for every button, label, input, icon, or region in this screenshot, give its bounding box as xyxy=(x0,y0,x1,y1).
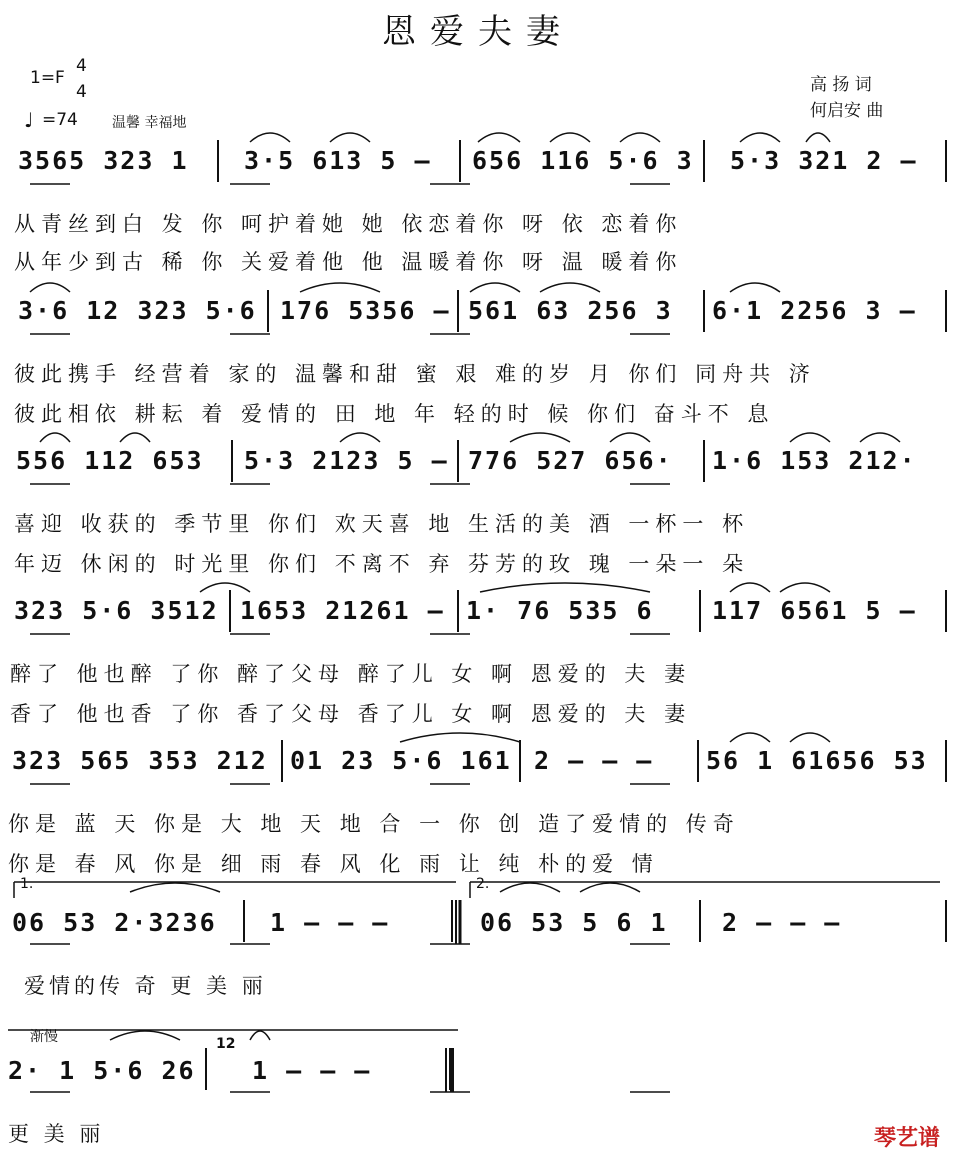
system2-lyric1: 彼此携手 经营着 家的 温馨和甜 蜜 艰 难的岁 月 你们 同舟共 济 xyxy=(14,362,816,386)
tie-arc xyxy=(300,283,380,292)
tie-arc xyxy=(730,283,780,292)
tie-arc xyxy=(130,883,220,892)
system5-measure2: 01 23 5·6 161 xyxy=(290,746,512,775)
system7-measure2: 1 – – – xyxy=(252,1056,372,1085)
system2-measure1: 3·6 12 323 5·6 xyxy=(18,296,257,325)
system3-measure3: 776 527 656· xyxy=(468,446,673,475)
tie-arc xyxy=(40,433,70,442)
system3-measure4: 1·6 153 212· xyxy=(712,446,917,475)
system3-lyric1: 喜迎 收获的 季节里 你们 欢天喜 地 生活的美 酒 一杯一 杯 xyxy=(14,512,750,536)
system3-measure1: 556 112 653 xyxy=(16,446,204,475)
system4-measure3: 1· 76 535 6 xyxy=(466,596,654,625)
system2-measure2: 176 5356 – xyxy=(280,296,451,325)
tie-arc xyxy=(790,733,830,742)
tie-arc xyxy=(30,283,70,292)
time-signature-bottom: 4 xyxy=(76,82,87,102)
system2-measure3: 561 63 256 3 xyxy=(468,296,673,325)
tie-arc xyxy=(610,433,650,442)
system3-measure2: 5·3 2123 5 – xyxy=(244,446,449,475)
tie-arc xyxy=(500,883,560,892)
system6-measure2: 1 – – – xyxy=(270,908,390,937)
system1-measure3: 656 116 5·6 3 xyxy=(472,146,694,175)
tie-arc xyxy=(250,133,290,142)
volta-2-label: 2. xyxy=(476,876,490,892)
tie-arc xyxy=(478,133,520,142)
system5-lyric1: 你是 蓝 天 你是 大 地 天 地 合 一 你 创 造了爱情的 传奇 xyxy=(8,812,740,836)
system3-lyric2: 年迈 休闲的 时光里 你们 不离不 弃 芬芳的玫 瑰 一朵一 朵 xyxy=(14,552,750,576)
expression-marking: 温馨 幸福地 xyxy=(112,115,187,131)
tie-arc xyxy=(730,583,770,592)
tie-arc xyxy=(730,733,770,742)
tie-arc xyxy=(550,133,590,142)
system6-measure4: 2 – – – xyxy=(722,908,842,937)
tie-arc xyxy=(540,283,600,292)
system6-measure3: 06 53 5 6 1 xyxy=(480,908,668,937)
system5-measure4: 56 1 61656 53 xyxy=(706,746,928,775)
tie-arc xyxy=(780,583,830,592)
tie-arc xyxy=(620,133,660,142)
tempo-marking: =74 xyxy=(42,110,78,130)
tie-arc xyxy=(330,133,370,142)
volta-1-label: 1. xyxy=(20,876,34,892)
system2-measure4: 6·1 2256 3 – xyxy=(712,296,917,325)
system4-measure2: 1653 21261 – xyxy=(240,596,445,625)
lyricist-credit: 高 扬 词 xyxy=(810,75,872,95)
system7-measure1: 2· 1 5·6 26 xyxy=(8,1056,196,1085)
key-signature: 1=F xyxy=(30,68,65,88)
tie-arc xyxy=(480,583,650,592)
tie-arc xyxy=(510,433,570,442)
quarter-note-icon: ♩ xyxy=(24,108,34,132)
tie-arc xyxy=(580,883,640,892)
tie-arc xyxy=(200,583,250,592)
system5-measure3: 2 – – – xyxy=(534,746,654,775)
system5-lyric2: 你是 春 风 你是 细 雨 春 风 化 雨 让 纯 朴的爱 情 xyxy=(8,852,659,876)
composer-credit: 何启安 曲 xyxy=(810,101,884,121)
tie-arc xyxy=(110,1031,180,1040)
system6-lyric1: 爱情的传 奇 更 美 丽 xyxy=(24,974,267,998)
system4-lyric2: 香了 他也香 了你 香了父母 香了儿 女 啊 恩爱的 夫 妻 xyxy=(10,702,692,726)
tie-arc xyxy=(470,283,520,292)
tie-arc xyxy=(400,733,520,742)
tie-arc xyxy=(340,433,380,442)
system4-measure4: 117 6561 5 – xyxy=(712,596,917,625)
tie-arc xyxy=(740,133,780,142)
tie-arc xyxy=(806,133,830,142)
system7-lyric1: 更 美 丽 xyxy=(8,1122,105,1146)
tie-arc xyxy=(120,433,150,442)
system1-measure1: 3565 323 1 xyxy=(18,146,189,175)
tie-arc xyxy=(790,433,830,442)
system1-lyric1: 从青丝到白 发 你 呵护着她 她 依恋着你 呀 依 恋着你 xyxy=(14,212,683,236)
time-signature-top: 4 xyxy=(76,56,87,76)
tie-arc xyxy=(250,1031,270,1040)
song-title: 恩爱夫妻 xyxy=(382,12,574,52)
site-watermark: 琴艺谱 xyxy=(873,1126,940,1151)
system4-measure1: 323 5·6 3512 xyxy=(14,596,219,625)
system1-measure2: 3·5 613 5 – xyxy=(244,146,432,175)
system5-measure1: 323 565 353 212 xyxy=(12,746,268,775)
ritardando-marking: 渐慢 xyxy=(30,1029,58,1045)
system4-lyric1: 醉了 他也醉 了你 醉了父母 醉了儿 女 啊 恩爱的 夫 妻 xyxy=(10,662,692,686)
tie-arc xyxy=(860,433,900,442)
grace-notes: 12 xyxy=(216,1036,236,1052)
system6-measure1: 06 53 2·3236 xyxy=(12,908,217,937)
system1-lyric2: 从年少到古 稀 你 关爱着他 他 温暖着你 呀 温 暖着你 xyxy=(14,250,683,274)
system2-lyric2: 彼此相依 耕耘 着 爱情的 田 地 年 轻的时 候 你们 奋斗不 息 xyxy=(14,402,775,426)
system1-measure4: 5·3 321 2 – xyxy=(730,146,918,175)
